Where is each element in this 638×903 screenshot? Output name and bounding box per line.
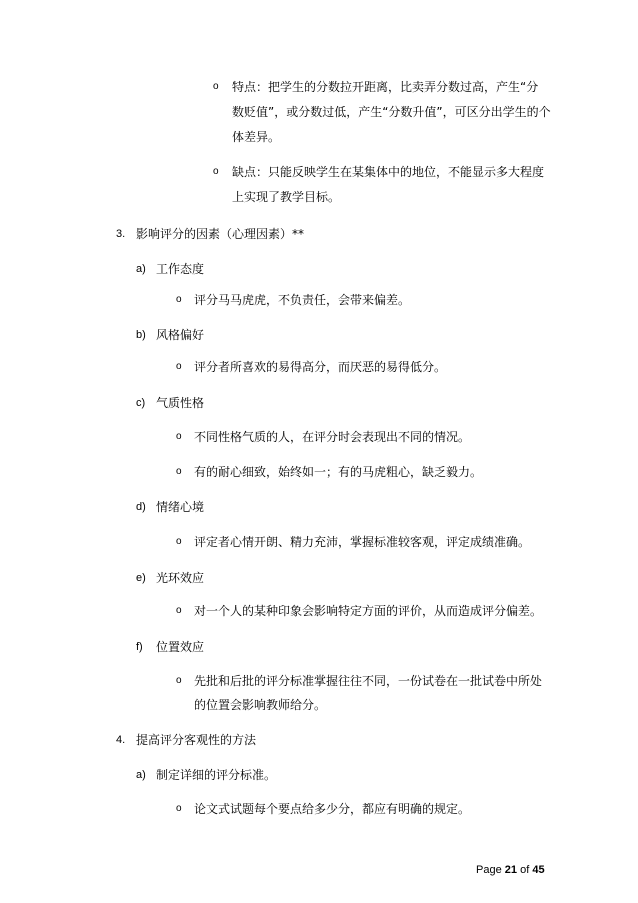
- section3-c-point2: 有的耐心细致，始终如一；有的马虎粗心，缺乏毅力。: [194, 465, 483, 479]
- section3-c-point1: 不同性格气质的人，在评分时会表现出不同的情况。: [194, 430, 471, 444]
- footer-page-word: Page: [476, 864, 502, 876]
- intro-item1-line1: 特点：把学生的分数拉开距离，比卖弄分数过高，产生“分: [232, 80, 539, 94]
- section3-b-label: b): [136, 329, 146, 341]
- section3-c-title: 气质性格: [156, 396, 205, 410]
- section3-f-point1-cont: 的位置会影响教师给分。: [194, 698, 327, 712]
- section4-number: 4.: [116, 734, 126, 746]
- section3-c-label: c): [136, 397, 146, 409]
- section4-title: 提高评分客观性的方法: [136, 733, 257, 747]
- footer-current-page: 21: [504, 864, 518, 876]
- page-footer: [476, 863, 545, 877]
- section3-d-label: d): [136, 501, 146, 513]
- section3-a-title: 工作态度: [156, 262, 205, 276]
- bullet-icon: o: [176, 466, 182, 477]
- section3-b-point1: 评分者所喜欢的易得高分，而厌恶的易得低分。: [194, 360, 447, 374]
- bullet-icon: o: [176, 803, 182, 814]
- bullet-icon: o: [176, 675, 182, 686]
- intro-item2-line1: 缺点：只能反映学生在某集体中的地位，不能显示多大程度: [232, 165, 545, 179]
- bullet-icon: o: [213, 166, 219, 177]
- section3-f-title: 位置效应: [156, 640, 205, 654]
- section3-d-title: 情绪心境: [156, 500, 205, 514]
- section3-a-label: a): [136, 263, 146, 275]
- section4-a-point1: 论文式试题每个要点给多少分，都应有明确的规定。: [194, 802, 471, 816]
- intro-item2-line2: 上实现了教学目标。: [232, 190, 341, 204]
- bullet-icon: o: [213, 81, 219, 92]
- bullet-icon: o: [176, 536, 182, 547]
- section3-e-label: e): [136, 572, 146, 584]
- bullet-icon: o: [176, 431, 182, 442]
- bullet-icon: o: [176, 361, 182, 372]
- section4-a-title: 制定详细的评分标准。: [156, 768, 277, 782]
- footer-of-word: of: [520, 864, 530, 876]
- section3-d-point1: 评定者心情开朗、精力充沛，掌握标准较客观，评定成绩准确。: [194, 535, 531, 549]
- bullet-icon: o: [176, 605, 182, 616]
- section4-a-label: a): [136, 769, 146, 781]
- section3-e-point1: 对一个人的某种印象会影响特定方面的评价，从而造成评分偏差。: [194, 604, 543, 618]
- intro-item1-line2: 数贬值”，或分数过低，产生“分数升值”，可区分出学生的个: [232, 105, 551, 119]
- section3-number: 3.: [116, 228, 126, 240]
- section3-f-point1: 先批和后批的评分标准掌握往往不同，一份试卷在一批试卷中所处: [194, 674, 543, 688]
- section3-title: 影响评分的因素（心理因素）**: [136, 227, 305, 241]
- section3-e-title: 光环效应: [156, 571, 205, 585]
- intro-item1-line3: 体差异。: [232, 130, 281, 144]
- section3-a-point1: 评分马马虎虎，不负责任，会带来偏差。: [194, 293, 411, 307]
- footer-total-pages: 45: [532, 864, 545, 876]
- section3-f-label: f): [136, 641, 143, 653]
- section3-b-title: 风格偏好: [156, 328, 205, 342]
- bullet-icon: o: [176, 294, 182, 305]
